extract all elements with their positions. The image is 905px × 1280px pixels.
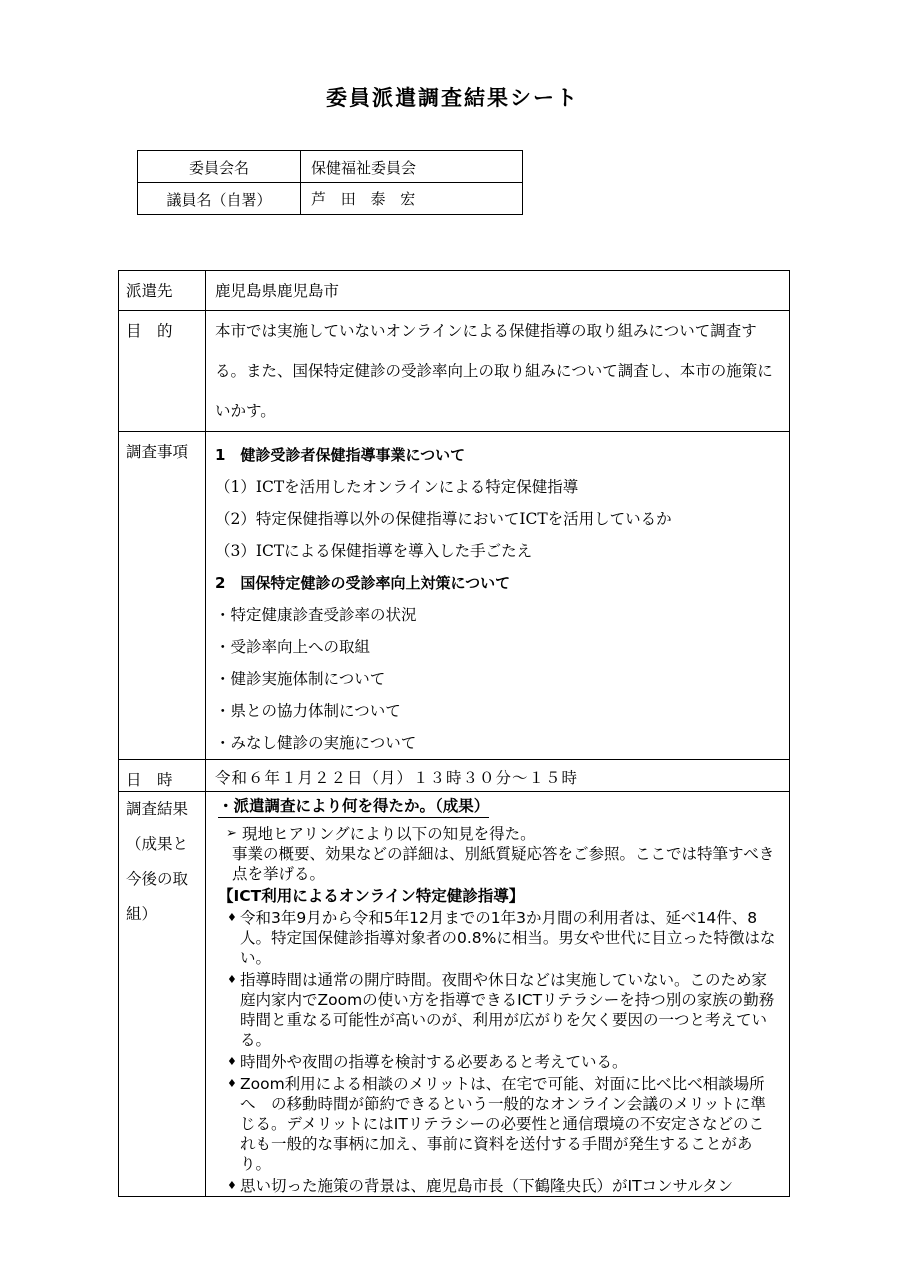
- member-name-label: 議員名（自署）: [138, 183, 301, 215]
- destination-value: 鹿児島県鹿児島市: [206, 271, 790, 311]
- committee-name-row: [138, 151, 523, 183]
- purpose-row: [119, 311, 790, 432]
- results-bullet: [218, 1052, 779, 1072]
- datetime-value: 令和６年１月２２日（月）１３時３０分～１５時: [206, 760, 790, 792]
- results-heading: [218, 796, 779, 818]
- survey-item: ・健診実施体制について: [215, 670, 386, 688]
- survey-items-label: 調査事項: [119, 432, 206, 760]
- survey-item: （3）ICTによる保健指導を導入した手ごたえ: [215, 542, 533, 560]
- results-bullet-text: Zoom利用による相談のメリットは、在宅で可能、対面に比べ比べ相談場所へ の移動時間が節約できるという一般的なオンライン会議のメリットに準じる。デメリットにはITリテラシーの必要性と通信環境の不安定さなどのこれも一般的な事柄に加え、事前に資料を送付する手間が発生することがあり。: [240, 1075, 766, 1173]
- results-bullet-text: 時間外や夜間の指導を検討する必要あると考えている。: [240, 1053, 628, 1071]
- diamond-bullet-icon: ♦: [227, 1077, 237, 1090]
- results-finding-line: [218, 824, 779, 844]
- diamond-bullet-icon: ♦: [227, 1055, 237, 1068]
- results-bullet: [218, 1074, 779, 1174]
- survey-item-heading: 2 国保特定健診の受診率向上対策について: [215, 574, 511, 592]
- destination-label: 派遣先: [119, 271, 206, 311]
- purpose-label: 目 的: [119, 311, 206, 432]
- results-label-line: 今後の取: [126, 870, 189, 888]
- page-title: 委員派遣調査結果シート: [326, 85, 579, 110]
- purpose-value: 本市では実施していないオンラインによる保健指導の取り組みについて調査する。また、国保特定健診の受診率向上の取り組みについて調査し、本市の施策にいかす。: [206, 311, 790, 432]
- destination-row: [119, 271, 790, 311]
- diamond-bullet-icon: ♦: [227, 1179, 237, 1192]
- committee-name-value: 保健福祉委員会: [301, 151, 523, 183]
- datetime-label: 日 時: [119, 760, 206, 792]
- survey-item: ・県との協力体制について: [215, 702, 401, 720]
- survey-item: （2）特定保健指導以外の保健指導においてICTを活用しているか: [215, 510, 672, 528]
- survey-item-heading: 1 健診受診者保健指導事業について: [215, 446, 466, 464]
- results-bullet-text: 思い切った施策の背景は、鹿児島市長（下鶴隆央氏）がITコンサルタン: [240, 1177, 734, 1195]
- results-heading-text: ・派遣調査により何を得たか。（成果）: [218, 796, 489, 818]
- results-bullet-text: 指導時間は通常の開庁時間。夜間や休日などは実施していない。このため家庭内家内でZoomの使い方を指導できるICTリテラシーを持つ別の家族の勤務時間と重なる可能性が高いのが、利用が広がりを欠く要因の一つと考えている。: [240, 971, 775, 1049]
- member-signature: 芦 田 泰 宏: [301, 183, 523, 215]
- results-intro-text: 現地ヒアリングにより以下の知見を得た。: [242, 825, 536, 843]
- committee-name-label: 委員会名: [138, 151, 301, 183]
- survey-item: ・特定健康診査受診率の状況: [215, 606, 417, 624]
- results-row: [119, 792, 790, 1197]
- results-section-heading: 【ICT利用によるオンライン特定健診指導】: [218, 887, 525, 905]
- results-bullet: [218, 1176, 779, 1196]
- member-name-row: [138, 183, 523, 215]
- arrow-bullet-icon: ➢: [226, 826, 237, 841]
- diamond-bullet-icon: ♦: [227, 911, 237, 924]
- results-bullet-text: 令和3年9月から令和5年12月までの1年3か月間の利用者は、延べ14件、8人。特定国保健診指導対象者の0.8%に相当。男女や世代に目立った特徴はない。: [240, 909, 776, 967]
- survey-items-row: [119, 432, 790, 760]
- survey-result-table: [118, 270, 790, 1197]
- survey-items-content: [206, 432, 790, 760]
- survey-item: ・受診率向上への取組: [215, 638, 371, 656]
- survey-item: ・みなし健診の実施について: [215, 734, 417, 752]
- results-intro-detail: 事業の概要、効果などの詳細は、別紙質疑応答をご参照。ここでは特筆すべき点を挙げる。: [232, 845, 775, 883]
- results-content: [206, 792, 790, 1197]
- diamond-bullet-icon: ♦: [227, 973, 237, 986]
- committee-table: [137, 150, 523, 215]
- survey-item: （1）ICTを活用したオンラインによる特定保健指導: [215, 478, 579, 496]
- results-label-line: 調査結果: [126, 800, 189, 818]
- results-bullet: [218, 970, 779, 1050]
- datetime-row: [119, 760, 790, 792]
- results-label-line: 組）: [126, 905, 158, 923]
- results-label: [119, 792, 206, 1197]
- results-bullet: [218, 908, 779, 968]
- results-label-line: （成果と: [126, 835, 189, 853]
